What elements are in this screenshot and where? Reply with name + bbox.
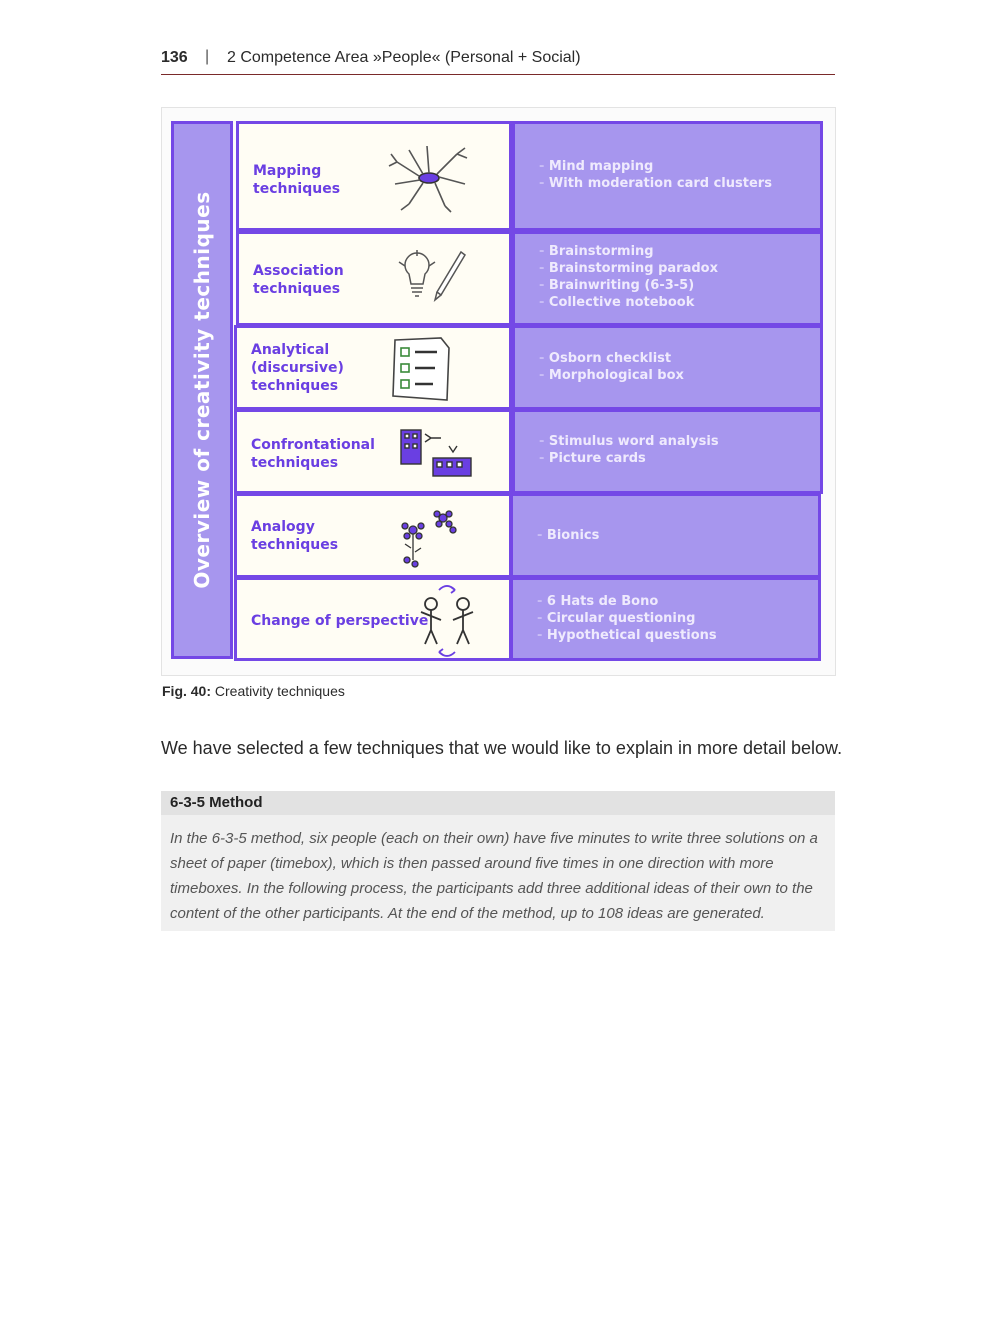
row-items — [539, 158, 772, 192]
vertical-title: Overview of creativity techniques — [190, 191, 214, 589]
row-label-line: Analytical — [251, 342, 330, 358]
row-label-line: (discursive) — [251, 360, 344, 376]
caption-text: Creativity techniques — [211, 683, 345, 699]
row-label-cell — [234, 325, 512, 410]
running-header — [161, 46, 835, 75]
checklist-icon — [387, 334, 457, 404]
row-items — [539, 433, 719, 467]
row-label-line: techniques — [253, 281, 341, 297]
row-items-cell — [510, 493, 821, 578]
row-label — [251, 341, 344, 395]
row-items — [539, 350, 684, 384]
row-label-line: Change of perspective — [251, 613, 429, 629]
flowers-icon — [393, 504, 473, 570]
row-label — [253, 162, 340, 198]
technique-item: - Picture cards — [539, 450, 719, 467]
lightbulb-pencil-icon — [389, 244, 469, 314]
row-label-line: Confrontational — [251, 437, 375, 453]
row-label-line: techniques — [251, 537, 339, 553]
technique-item: - Brainwriting (6-3-5) — [539, 277, 718, 294]
row-label — [251, 518, 338, 554]
buildings-icon — [397, 424, 477, 484]
lead-paragraph: We have selected a few techniques that we would like to explain in more detail below. — [161, 738, 843, 758]
technique-item: - Mind mapping — [539, 158, 772, 175]
row-items — [537, 527, 599, 544]
vertical-title-band — [171, 121, 233, 659]
caption-prefix: Fig. 40: — [162, 683, 212, 699]
row-label-line: Analogy — [251, 519, 315, 535]
technique-item: - Morphological box — [539, 367, 684, 384]
row-label — [251, 612, 428, 630]
row-label-line: techniques — [251, 378, 339, 394]
row-label-line: techniques — [253, 181, 341, 197]
mind-map-icon — [387, 140, 473, 214]
row-label-cell — [236, 121, 512, 231]
technique-item: - Stimulus word analysis — [539, 433, 719, 450]
row-items-cell — [510, 577, 821, 661]
method-box-body: In the 6-3-5 method, six people (each on their own) have five minutes to write three solutions on a sheet of paper (timebox), which is then passed around five times in one direction with more timeboxes. In the following process, the participants add three additional ideas of their own to the content of the other participants. At the end of the method, up to 108 ideas are generated. — [170, 830, 818, 922]
row-label-cell — [234, 409, 512, 494]
technique-item: - Brainstorming — [539, 243, 718, 260]
row-label-cell — [234, 577, 512, 661]
method-box-header — [161, 791, 835, 815]
row-label-cell — [234, 493, 512, 578]
row-items — [537, 593, 717, 644]
method-box-title: 6-3-5 Method — [170, 794, 263, 811]
technique-item: - Hypothetical questions — [537, 627, 717, 644]
technique-item: - Circular questioning — [537, 610, 717, 627]
row-label — [251, 436, 375, 472]
row-label — [253, 262, 344, 298]
row-items — [539, 243, 718, 311]
technique-item: - Bionics — [537, 527, 599, 544]
row-label-cell — [236, 231, 512, 326]
row-label-line: techniques — [251, 455, 339, 471]
technique-item: - With moderation card clusters — [539, 175, 772, 192]
technique-item: - Osborn checklist — [539, 350, 684, 367]
row-items-cell — [512, 231, 823, 326]
chapter-title: 2 Competence Area »People« (Personal + Social) — [227, 49, 581, 66]
row-items-cell — [512, 325, 823, 410]
row-items-cell — [512, 409, 823, 494]
technique-item: - 6 Hats de Bono — [537, 593, 717, 610]
row-items-cell — [512, 121, 823, 231]
header-separator: | — [205, 48, 210, 65]
method-box — [161, 791, 835, 931]
page-number: 136 — [161, 49, 188, 66]
row-label-line: Association — [253, 263, 344, 279]
technique-item: - Collective notebook — [539, 294, 718, 311]
row-label-line: Mapping — [253, 163, 322, 179]
people-exchange-icon — [411, 582, 483, 658]
technique-item: - Brainstorming paradox — [539, 260, 718, 277]
figure-caption — [162, 683, 345, 699]
